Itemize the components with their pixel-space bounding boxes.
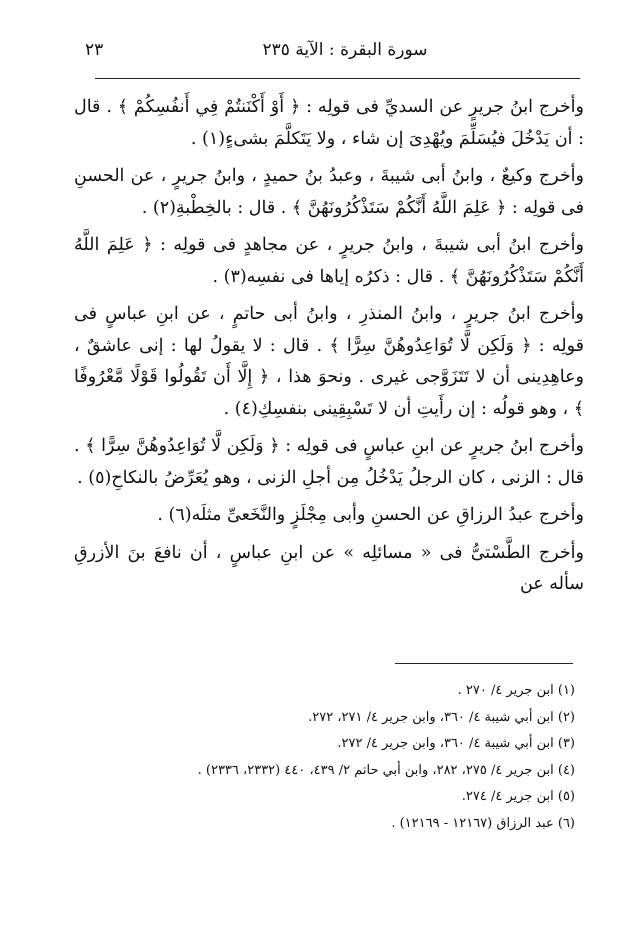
footnote: (٢) ابن أبي شيبة ٤/ ٣٦٠، وابن جرير ٤/ ٢٧١، ٢٧٢. xyxy=(308,709,575,725)
paragraph: وأخرج الطَّسْتىُّ فى « مسائلِه » عن ابنِ عباسٍ ، أن نافعَ بنَ الأزرقِ سأله عن xyxy=(74,542,584,594)
footnote: (٣) ابن أبي شيبة ٤/ ٣٦٠، وابن جرير ٤/ ٢٧٢. xyxy=(337,736,575,751)
footnote: (١) ابن جرير ٤/ ٢٧٠ . xyxy=(457,683,575,698)
page-number: ٢٣ xyxy=(85,40,104,60)
running-header-title: سورة البقرة : الآية ٢٣٥ xyxy=(262,40,428,60)
paragraph: وأخرج عبدُ الرزاقِ عن الحسنِ وأبى مِجْلَزٍ والنَّخَعىِّ مثلَه(٦) . xyxy=(157,505,584,525)
footnote: (٤) ابن جرير ٤/ ٢٧٥، ٢٨٢، وابن أبي حاتم ٢/ ٤٣٩، ٤٤٠ (٢٣٣٢، ٢٣٣٦) . xyxy=(197,762,575,778)
footnotes xyxy=(150,678,575,837)
footnote: (٦) عبد الرزاق (١٢١٦٧ - ١٢١٦٩) . xyxy=(391,815,575,831)
footnote: (٥) ابن جرير ٤/ ٢٧٤. xyxy=(461,789,575,804)
paragraph: وأخرج ابنُ أبى شيبةَ ، وابنُ جريرٍ ، عن مجاهدٍ فى قولِه : ﴿ عَلِمَ اللَّهُ أَنَّكُمْ سَتَذْكُرُونَهُنَّ ﴾ . قال : ذكرُه إياها فى نفسِه(٣) . xyxy=(74,235,584,287)
paragraph: وأخرج ابنُ جريرٍ عن السديِّ فى قولِه : ﴿ أَوْ أَكْنَنتُمْ فِي أَنفُسِكُمْ ﴾ . قال : أن يَدْخُلَ فيُسَلِّمَ ويُهْدِىَ إن شاء ، ولا يَتَكلَّمَ بشىءٍ(١) . xyxy=(74,97,584,149)
paragraph: وأخرج ابنُ جريرٍ عن ابنِ عباسٍ فى قولِه : ﴿ وَلَكِن لَّا تُوَاعِدُوهُنَّ سِرًّا ﴾ . قال : الزنى ، كان الرجلُ يَدْخُلُ مِن أجلِ الزنى ، وهو يُعَرِّضُ بالنكاحِ(٥) . xyxy=(74,436,584,488)
paragraph: وأخرج ابنُ جريرٍ ، وابنُ المنذرِ ، وابنُ أبى حاتمٍ ، عن ابنِ عباسٍ فى قولِه : ﴿ وَلَكِن لَّا تُوَاعِدُوهُنَّ سِرًّا ﴾ . قال : لا يقولُ لها : إنى عاشقٌ ، وعاهِدِينى أن لا تَتَزَوَّجى غيرى . ونحوَ هذا ، ﴿ إِلَّا أَن تَقُولُوا قَوْلًا مَّعْرُوفًا ﴾ ، وهو قولُه : إن رأَيتِ أن لا تَسْبِقِينى بنفسِكِ(٤) . xyxy=(74,304,584,419)
paragraph: وأخرج وكيعٌ ، وابنُ أبى شيبةَ ، وعبدُ بنُ حميدٍ ، وابنُ جريرٍ ، عن الحسنِ فى قولِه : ﴿ عَلِمَ اللَّهُ أَنَّكُمْ سَتَذْكُرُونَهُنَّ ﴾ . قال : بالخِطْبةِ(٢) . xyxy=(74,166,584,218)
header-divider xyxy=(95,78,580,79)
footnote-divider xyxy=(395,663,573,664)
main-text xyxy=(74,92,584,607)
